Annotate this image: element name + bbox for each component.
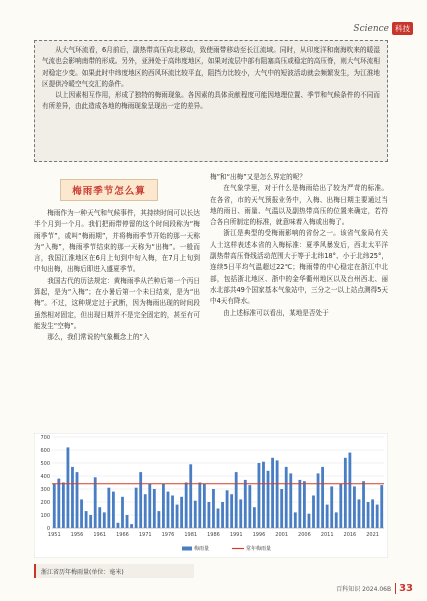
bar xyxy=(317,473,320,528)
bar xyxy=(258,463,261,528)
bar xyxy=(203,484,206,528)
bar xyxy=(339,484,342,528)
bar xyxy=(294,512,297,528)
bar xyxy=(194,501,197,528)
bar xyxy=(371,499,374,528)
bar xyxy=(308,514,311,528)
bar xyxy=(376,505,379,528)
bar xyxy=(330,486,333,528)
intro-box xyxy=(34,40,388,162)
bar xyxy=(239,499,242,528)
intro-paragraph: 以上因素相互作用，形成了独特的梅雨现象。各因素的具体贡献程度可能因地理位置、季节和气候条件的不同而有所差异，由此造成各地的梅雨现象呈现出一定的差异。 xyxy=(42,91,380,111)
bar xyxy=(112,492,115,528)
section-header xyxy=(353,22,413,35)
bar xyxy=(153,489,156,528)
x-tick-label: 1951 xyxy=(47,532,61,538)
body-paragraph: 由上述标准可以看出，某地是否处于 xyxy=(223,308,329,317)
bar xyxy=(276,460,279,528)
bar xyxy=(57,479,60,528)
bar xyxy=(207,502,210,528)
y-tick-label: 400 xyxy=(40,474,50,480)
magazine-issue: 百科知识 2024.06B xyxy=(336,586,392,593)
bar xyxy=(221,502,224,528)
x-tick-label: 1961 xyxy=(93,532,107,538)
section-title xyxy=(60,179,158,201)
body-paragraph: 那么，我们常说的气象概念上的“入 xyxy=(47,333,150,342)
y-tick-label: 100 xyxy=(40,513,50,519)
body-paragraph: 梅”和“出梅”又是怎么界定的呢？ xyxy=(210,173,306,181)
bar xyxy=(230,494,233,528)
bar xyxy=(62,483,65,529)
bar xyxy=(130,524,133,528)
bar xyxy=(126,515,129,528)
y-tick-label: 600 xyxy=(40,448,50,454)
bar xyxy=(321,467,324,528)
body-paragraph: 梅雨作为一种天气和气候事件，其持续时间可以长达半个月到一个月。我们把雨带停留的这个时间段称为“梅雨季节”，或叫“梅雨期”，并将梅雨季节开始的那一天称为“入梅”，梅雨季节结束的那一天称为“出梅”。一般而言，我国江淮地区在6月上旬到中旬入梅，在7月上旬到中旬出梅，出梅后即进入盛夏季节。 xyxy=(34,209,200,274)
x-tick-label: 1996 xyxy=(252,532,266,538)
intro-paragraph: 从大气环流看，6月前后，副热带高压向北移动，致使雨带移动至长江流域。同时，从印度洋和南海吹来的暖湿气流也会影响南带的形成。另外，亚洲处于高纬度地区，如果对流层中部有阻塞高压或稳定的高压脊，则大气环流相对稳定少变。如果此时中纬度地区的西风环流比较平直，阻挡力比较小，大气中的短波活动就会频繁发生，为江淮地区提供冷暖空气交汇的条件。 xyxy=(42,46,380,88)
bar xyxy=(280,489,283,528)
bar xyxy=(262,462,265,528)
bar xyxy=(180,497,183,528)
bar xyxy=(176,505,179,528)
legend-label: 常年梅雨量 xyxy=(246,546,272,552)
legend-swatch-bar xyxy=(182,547,192,551)
bar xyxy=(298,480,301,528)
bar xyxy=(107,488,110,528)
bar xyxy=(71,467,74,528)
figure-caption xyxy=(34,564,194,578)
body-paragraph: 我国古代的历法规定：黄梅雨季从芒种后第一个丙日算起，是为“入梅”；在小暑后第一个未日结束，是为“出梅”。不过，这种规定过于武断，因为梅雨出现的时间段虽然相对固定，但出现日期并不是完全固定的，甚至有可能发生“空梅”。 xyxy=(34,276,200,330)
bar xyxy=(80,499,83,528)
x-tick-label: 1991 xyxy=(229,532,243,538)
bar xyxy=(121,497,124,528)
bar xyxy=(253,507,256,528)
bar xyxy=(198,483,201,529)
bar xyxy=(271,458,274,528)
bar xyxy=(85,511,88,528)
bar xyxy=(103,512,106,528)
bar xyxy=(144,494,147,528)
page-footer xyxy=(336,583,413,594)
legend-label: 梅雨量 xyxy=(194,546,210,552)
section-title-text: 梅雨季节怎么算 xyxy=(72,186,146,197)
bar xyxy=(344,458,347,528)
bar xyxy=(226,490,229,528)
x-tick-label: 2016 xyxy=(343,532,357,538)
bar xyxy=(76,472,79,528)
x-tick-label: 2006 xyxy=(298,532,311,538)
y-tick-label: 500 xyxy=(40,461,50,467)
left-column xyxy=(34,208,200,344)
x-tick-label: 1981 xyxy=(184,532,198,538)
caption-text: 浙江省历年梅雨量(单位：毫米) xyxy=(41,568,124,576)
bar xyxy=(185,483,188,529)
bar xyxy=(248,485,251,528)
rainfall-chart xyxy=(34,433,388,558)
bar xyxy=(348,453,351,528)
x-tick-label: 2001 xyxy=(275,532,289,538)
x-tick-label: 1976 xyxy=(161,532,175,538)
bar xyxy=(217,509,220,529)
bar xyxy=(212,489,215,528)
section-label-en: Science xyxy=(353,23,389,34)
bar xyxy=(380,485,383,528)
bar xyxy=(312,496,315,529)
bar xyxy=(285,467,288,528)
bar xyxy=(89,515,92,528)
bar xyxy=(171,496,174,529)
y-tick-label: 0 xyxy=(46,526,50,532)
bar xyxy=(148,484,151,528)
bar xyxy=(303,481,306,528)
bar xyxy=(157,511,160,528)
bar xyxy=(326,505,329,528)
bar xyxy=(67,447,70,528)
bar xyxy=(367,502,370,528)
x-tick-label: 2021 xyxy=(366,532,379,538)
bar xyxy=(362,481,365,528)
y-tick-label: 700 xyxy=(40,435,50,441)
bar xyxy=(53,484,56,528)
bar xyxy=(135,488,138,528)
bar xyxy=(358,499,361,528)
page-number: 33 xyxy=(395,583,413,594)
bar xyxy=(117,523,120,528)
body-paragraph: 浙江是典型的受梅雨影响的省份之一。该省气象局有关人士这样表述本省的入梅标准：夏季风暴发后，西北太平洋副热带高压脊线活动范围大于等于北纬18°、小于北纬25°，连续5日平均气温超过22℃；梅雨带的中心稳定在浙江中北部，包括浙北地区、浙中的金华衢州地区以及台州西北、丽水北部共49个国家基本气象站中，三分之一以上站点测得5天中4天有降水。 xyxy=(210,229,388,306)
right-column xyxy=(210,172,388,319)
bar xyxy=(167,492,170,528)
x-tick-label: 1971 xyxy=(138,532,152,538)
body-paragraph: 在气象学里，对于什么是梅雨给出了较为严苛的标准。在各省，市的天气预报业务中，入梅、出梅日期主要通过当地的雨日、雨量、气温以及副热带高压的位置来确定，若符合各自所制定的标准，就意味着入梅或出梅了。 xyxy=(210,184,388,227)
y-tick-label: 300 xyxy=(40,487,50,493)
bar xyxy=(189,464,192,528)
bar xyxy=(162,484,165,528)
bar xyxy=(94,477,97,528)
bar xyxy=(139,472,142,528)
x-tick-label: 2011 xyxy=(320,532,334,538)
x-tick-label: 1956 xyxy=(70,532,84,538)
bar xyxy=(244,480,247,528)
bar xyxy=(289,473,292,528)
bar xyxy=(335,512,338,528)
x-tick-label: 1966 xyxy=(116,532,129,538)
y-tick-label: 200 xyxy=(40,500,50,506)
bar xyxy=(98,507,101,528)
chart-frame xyxy=(34,433,388,558)
x-tick-label: 1986 xyxy=(207,532,220,538)
bar xyxy=(235,472,238,528)
bar xyxy=(353,486,356,528)
bar xyxy=(267,471,270,528)
section-label-cn: 科技 xyxy=(392,22,413,35)
